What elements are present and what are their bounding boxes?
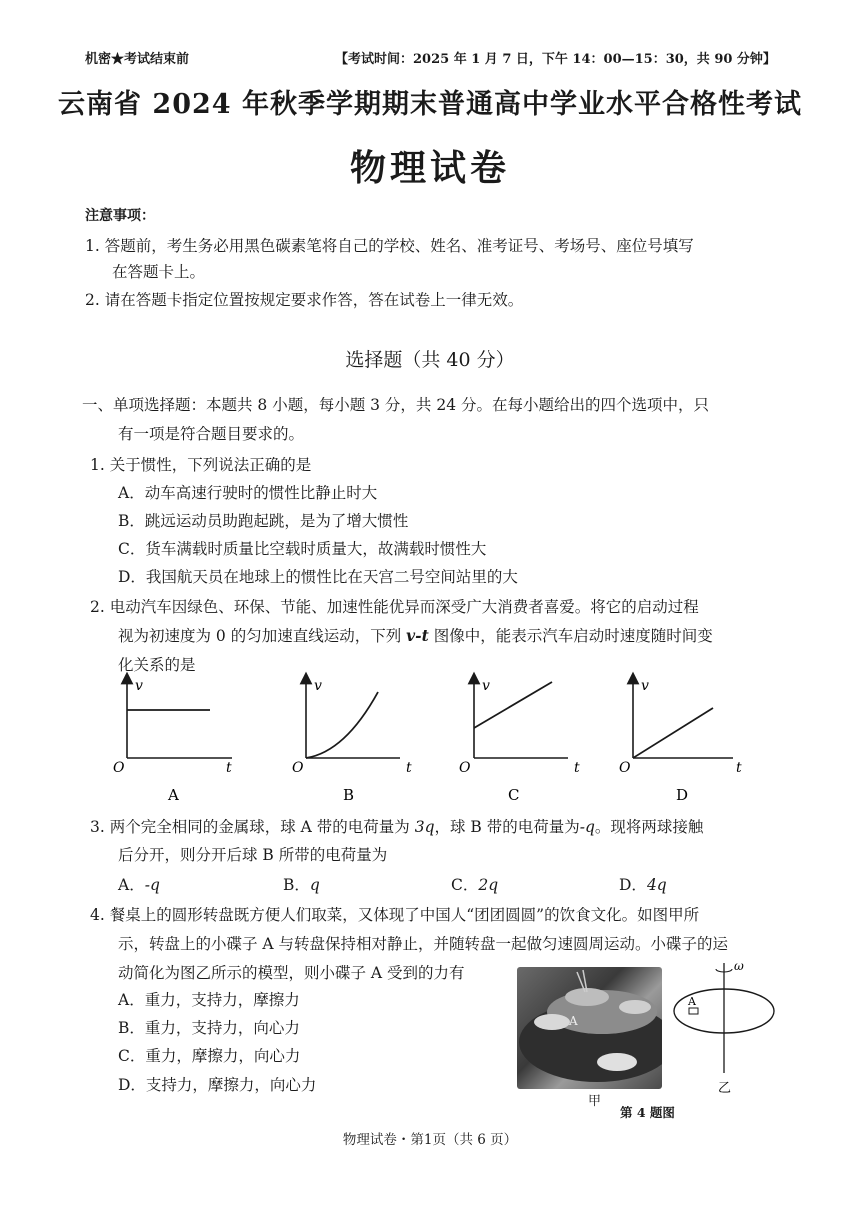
graph-a: [113, 678, 232, 804]
q2-stem-line2: 视为初速度为 0 的匀加速直线运动，下列 v-t 图像中，能表示汽车启动时速度随时间变: [118, 626, 713, 645]
notice-item-2: 2. 请在答题卡指定位置按规定要求作答，答在试卷上一律无效。: [85, 291, 524, 309]
q2-stem-line3: 化关系的是: [118, 656, 196, 674]
graph-c-t: t: [574, 760, 580, 776]
graph-b-label: B: [343, 786, 355, 804]
fig-yi-label: 乙: [718, 1081, 732, 1095]
fig-jia-label: 甲: [588, 1094, 602, 1109]
q4-stem-line3: 动简化为图乙所示的模型，则小碟子 A 受到的力有: [118, 964, 465, 982]
graph-b-curve: [306, 692, 378, 758]
confidential-label: 机密★考试结束前: [85, 52, 190, 67]
q3-option-d: D．4q: [619, 876, 667, 894]
graph-b-v: v: [314, 678, 322, 694]
notice-item-1: 1. 答题前，考生务必用黑色碳素笔将自己的学校、姓名、准考证号、考场号、座位号填写: [85, 237, 694, 255]
q4-option-a: A．重力，支持力，摩擦力: [118, 991, 300, 1009]
graph-d-curve: [633, 708, 713, 758]
graph-a-o: O: [113, 760, 125, 776]
fig4-caption: 第 4 题图: [620, 1105, 675, 1120]
q4-photo-jia: [517, 967, 662, 1089]
graph-c-v: v: [482, 678, 490, 694]
notice-heading: 注意事项：: [85, 208, 155, 224]
q1-option-d: D．我国航天员在地球上的惯性比在天宫二号空间站里的大: [118, 568, 518, 586]
graph-b-t: t: [406, 760, 412, 776]
q1-option-c: C．货车满载时质量比空载时质量大，故满载时惯性大: [118, 540, 487, 558]
part1-instruction-cont: 有一项是符合题目要求的。: [118, 425, 305, 443]
q4-stem-line2: 示，转盘上的小碟子 A 与转盘保持相对静止，并随转盘一起做匀速圆周运动。小碟子的运: [118, 935, 729, 953]
q4-model-yi: [668, 955, 788, 1095]
graph-d-o: O: [619, 760, 631, 776]
part1-instruction: 一、单项选择题：本题共 8 小题，每小题 3 分，共 24 分。在每小题给出的四个选项中，只: [82, 396, 710, 414]
graph-a-t: t: [226, 760, 232, 776]
section-title: 选择题（共 40 分）: [345, 349, 515, 371]
q4-option-b: B．重力，支持力，向心力: [118, 1019, 300, 1037]
graph-a-v: v: [135, 678, 143, 694]
q2-vt-graphs: [0, 670, 860, 810]
q4-option-c: C．重力，摩擦力，向心力: [118, 1047, 301, 1065]
q1-option-a: A．动车高速行驶时的惯性比静止时大: [118, 484, 378, 502]
graph-d-t: t: [736, 760, 742, 776]
graph-d-v: v: [641, 678, 649, 694]
graph-c: [459, 678, 580, 804]
q3-option-b: B．q: [283, 876, 320, 894]
graph-c-o: O: [459, 760, 471, 776]
q3-option-a: A．-q: [118, 876, 160, 894]
q1-stem: 1. 关于惯性，下列说法正确的是: [90, 456, 312, 474]
graph-c-label: C: [508, 786, 520, 804]
q4-option-d: D．支持力，摩擦力，向心力: [118, 1076, 317, 1094]
paper-subtitle: 物理试卷: [349, 147, 510, 189]
dish-a-label: A: [688, 995, 696, 1008]
graph-a-label: A: [168, 786, 179, 804]
omega-label: ω: [734, 959, 744, 973]
graph-d: [619, 678, 742, 804]
q3-stem-line2: 后分开，则分开后球 B 所带的电荷量为: [118, 846, 388, 864]
q3-option-c: C．2q: [451, 876, 499, 894]
dish-icon: [689, 1008, 698, 1014]
q4-stem-line1: 4. 餐桌上的圆形转盘既方便人们取菜，又体现了中国人“团团圆圆”的饮食文化。如图甲所: [90, 906, 700, 924]
graph-b: [292, 678, 412, 804]
turntable-photo-image: [517, 967, 662, 1089]
notice-item-1-cont: 在答题卡上。: [112, 263, 206, 281]
photo-a-label: A: [569, 1014, 578, 1028]
exam-title: 云南省 2024 年秋季学期期末普通高中学业水平合格性考试: [58, 89, 802, 120]
graph-b-o: O: [292, 760, 304, 776]
page-footer: 物理试卷・第1页（共 6 页）: [342, 1132, 518, 1148]
exam-time-label: 【考试时间：2025 年 1 月 7 日，下午 14：00—15：30，共 90 分钟】: [335, 52, 776, 67]
q3-stem-line1: 3. 两个完全相同的金属球，球 A 带的电荷量为 3q，球 B 带的电荷量为-q。现将两球接触: [90, 818, 704, 836]
graph-d-label: D: [676, 786, 689, 804]
q2-stem-line1: 2. 电动汽车因绿色、环保、节能、加速性能优异而深受广大消费者喜爱。将它的启动过程: [90, 598, 699, 616]
q1-option-b: B．跳远运动员助跑起跳，是为了增大惯性: [118, 512, 409, 530]
